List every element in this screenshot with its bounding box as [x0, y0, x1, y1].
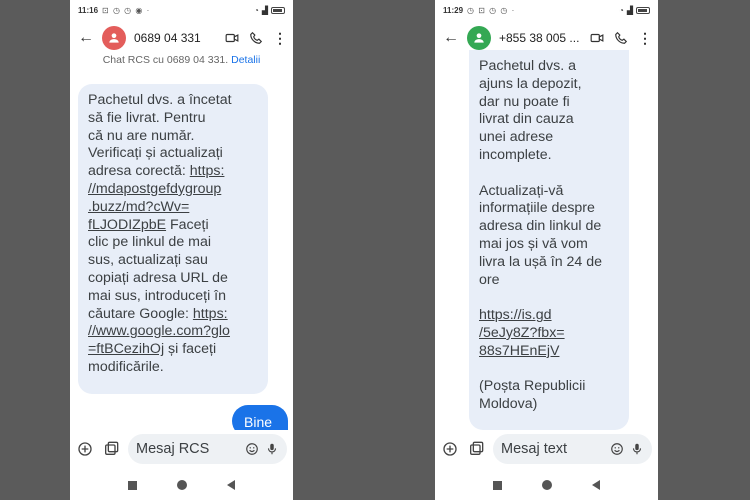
recents-nav-icon[interactable]	[128, 481, 137, 490]
wifi-icon: ◔	[619, 5, 624, 15]
phone-screen-left	[70, 0, 293, 500]
signal-icon: ▟	[626, 5, 633, 15]
message-input-placeholder: Mesaj text	[501, 441, 568, 457]
person-icon	[107, 31, 121, 45]
video-call-icon[interactable]	[225, 31, 239, 45]
add-icon[interactable]	[76, 440, 94, 458]
compose-bar	[70, 430, 293, 468]
message-link[interactable]: fLJODIZpbE	[88, 216, 167, 233]
details-link[interactable]: Detalii	[231, 54, 261, 66]
received-message-bubble[interactable]: Pachetul dvs. a ajuns la depozit, dar nu poate fi livrat din cauza unei adrese incomplete. Actualizați-vă informațiile despre adresa din linkul de mai jos și vă vom livra la ușă în 24 de ore https://is.gd /5eJy8Z?fbx= 88s7HEnEjV (Poșta Republicii Moldova)	[469, 50, 629, 430]
more-options-icon[interactable]: ⋮	[273, 30, 287, 46]
message-link[interactable]: 88s7HEnEjV	[479, 342, 560, 359]
sent-message-bubble[interactable]: Bine	[232, 405, 288, 437]
system-nav-bar	[70, 470, 293, 500]
received-message-bubble[interactable]: Pachetul dvs. a încetat să fie livrat. Pentru că nu are număr. Verificați și actualizați adresa corectă: https: //mdapostgefdygroup .buzz/md?cWv= fLJODIZpbE Faceți clic pe linkul de mai sus, actualizați sau copiați adresa URL de mai sus, introduceți în căutare Google: https: //www.google.com?glo =ftBCezihOj și faceți modificările.	[78, 84, 268, 394]
more-options-icon[interactable]: ⋮	[638, 30, 652, 46]
home-nav-icon[interactable]	[542, 480, 552, 490]
add-icon[interactable]	[441, 440, 459, 458]
wifi-icon: ◔	[254, 5, 259, 15]
message-link[interactable]: =ftBCezihOj	[88, 341, 165, 358]
battery-icon	[636, 7, 650, 14]
back-arrow-icon[interactable]: ←	[443, 29, 459, 46]
microphone-icon[interactable]	[630, 442, 644, 456]
contact-name[interactable]: 0689 04 331	[134, 31, 201, 45]
message-link[interactable]: https:	[189, 163, 225, 180]
message-input[interactable]	[128, 434, 287, 464]
conversation-header	[70, 20, 293, 56]
back-nav-icon[interactable]	[227, 480, 235, 490]
status-bar	[70, 0, 293, 20]
message-link[interactable]: /5eJy8Z?fbx=	[479, 324, 565, 341]
message-link[interactable]: //www.google.com?glo	[88, 323, 230, 340]
status-time: 11:16	[78, 5, 99, 15]
contact-name[interactable]: +855 38 005 ...	[499, 31, 580, 45]
avatar[interactable]	[467, 26, 491, 50]
message-input-placeholder: Mesaj RCS	[136, 441, 210, 457]
phone-call-icon[interactable]	[614, 31, 628, 45]
back-arrow-icon[interactable]: ←	[78, 29, 94, 46]
message-link[interactable]: https://is.gd	[479, 307, 552, 324]
phone-call-icon[interactable]	[249, 31, 263, 45]
notification-icons: ◷ ⊡ ◷ ◷ ·	[467, 5, 516, 15]
signal-icon: ▟	[261, 5, 268, 15]
status-bar	[435, 0, 658, 20]
message-input[interactable]	[493, 434, 652, 464]
avatar[interactable]	[102, 26, 126, 50]
home-nav-icon[interactable]	[177, 480, 187, 490]
message-link[interactable]: .buzz/md?cWv=	[88, 198, 190, 215]
rcs-info-line: Chat RCS cu 0689 04 331. Detalii	[102, 54, 261, 66]
back-nav-icon[interactable]	[592, 480, 600, 490]
microphone-icon[interactable]	[265, 442, 279, 456]
recents-nav-icon[interactable]	[493, 481, 502, 490]
gallery-icon[interactable]	[102, 440, 120, 458]
notification-icons: ⊡ ◷ ◷ ◉ ·	[102, 5, 151, 15]
gallery-icon[interactable]	[467, 440, 485, 458]
system-nav-bar	[435, 470, 658, 500]
video-call-icon[interactable]	[590, 31, 604, 45]
message-link[interactable]: https:	[192, 305, 228, 322]
emoji-icon[interactable]	[610, 442, 624, 456]
message-link[interactable]: //mdapostgefdygroup	[88, 180, 222, 197]
status-time: 11:29	[443, 5, 464, 15]
battery-icon	[271, 7, 285, 14]
emoji-icon[interactable]	[245, 442, 259, 456]
phone-screen-right	[435, 0, 658, 500]
person-icon	[472, 31, 486, 45]
compose-bar	[435, 430, 658, 468]
